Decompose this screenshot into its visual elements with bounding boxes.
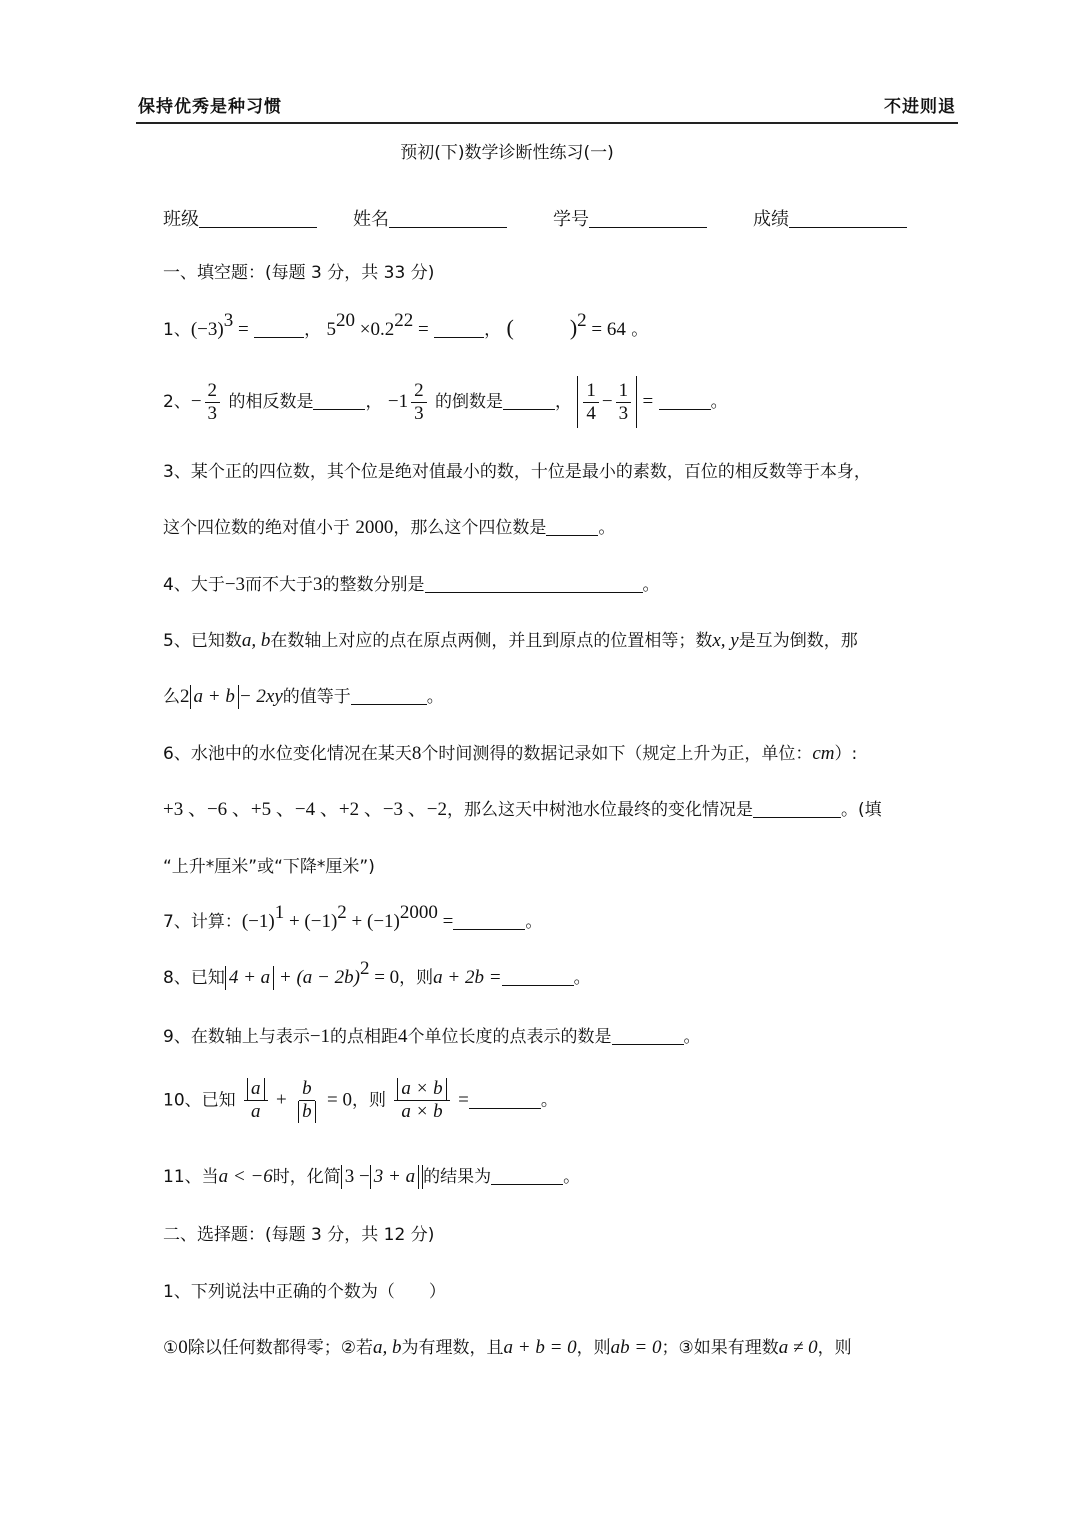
- q6-text-a: 6、水池中的水位变化情况在某天: [163, 744, 412, 764]
- q2-minus: −: [601, 391, 613, 412]
- q7-term-1: (−1): [241, 911, 275, 932]
- student-id-field[interactable]: [553, 205, 707, 231]
- q2-text-1: 的相反数是: [228, 392, 314, 412]
- q9-text-a: 9、在数轴上与表示: [163, 1027, 310, 1047]
- q2-fraction-2: [411, 380, 427, 425]
- q1-eq1: =: [233, 319, 249, 340]
- name-blank[interactable]: [389, 209, 507, 228]
- mc1-expr-3: a ≠ 0: [778, 1337, 818, 1358]
- q4-text-a: 4、大于: [163, 575, 225, 595]
- q2-eq: =: [642, 391, 654, 412]
- q7-exp-1: 1: [274, 902, 285, 923]
- q4-text-b: 而不大于: [245, 575, 314, 595]
- q10-f2-num: b: [299, 1078, 315, 1101]
- header-motto-left: 保持优秀是种习惯: [138, 97, 282, 117]
- q8-text-b: ，则: [399, 968, 434, 988]
- q2-f4-den: 3: [618, 402, 629, 424]
- mc1-text-d: ；③如果有理数: [661, 1338, 779, 1358]
- q2-blank-3[interactable]: [659, 391, 711, 410]
- score-field[interactable]: [753, 205, 907, 231]
- q3-text-b: ，那么这个四位数是: [393, 518, 547, 538]
- q1-blank-2[interactable]: [434, 319, 484, 338]
- question-1: [163, 310, 649, 342]
- q11-outer-abs: [341, 1165, 423, 1189]
- q1-eq2: =: [413, 319, 429, 340]
- q11-text-c: 的结果为: [423, 1167, 492, 1187]
- q9-text-c: 个单位长度的点表示的数是: [407, 1027, 612, 1047]
- q8-abs: 4 + a: [225, 966, 274, 990]
- q3-end: 。: [598, 518, 616, 538]
- q2-f4-num: 1: [616, 380, 632, 403]
- q1-tail: = 64: [586, 319, 626, 340]
- q1-exp2b: 22: [394, 310, 414, 331]
- q10-fraction-2: [295, 1078, 319, 1123]
- q6-text-b: 个时间测得的数据记录如下（规定上升为正，单位：: [421, 744, 813, 764]
- q5-text-e: 的值等于: [282, 687, 351, 707]
- q2-blank-2[interactable]: [503, 391, 555, 410]
- page-header: [136, 92, 958, 124]
- q2-end: 。: [710, 392, 728, 412]
- q2-text-2: 的倒数是: [434, 392, 503, 412]
- q3-text-a: 这个四位数的绝对值小于: [163, 518, 356, 538]
- q1-expr1: (−3): [190, 319, 224, 340]
- q4-text-c: 的整数分别是: [322, 575, 425, 595]
- q10-plus: +: [275, 1089, 287, 1111]
- q7-plus-1: +: [284, 911, 305, 932]
- q6-values: +3 、−6 、+5 、−4 、+2 、−3 、−2: [163, 799, 448, 820]
- q1-number: 1、: [163, 320, 191, 340]
- q1-expr2b: ×0.2: [354, 319, 395, 340]
- section-2-heading: 二、选择题：(每题 3 分，共 12 分): [163, 1225, 435, 1245]
- q6-text-d: ，那么这天中树池水位最终的变化情况是: [447, 800, 754, 820]
- q2-f1-den: 3: [207, 402, 218, 424]
- question-3-line-1: 3、某个正的四位数，其个位是绝对值最小的数，十位是最小的素数，百位的相反数等于本身，: [163, 462, 871, 482]
- q7-eq: =: [437, 911, 454, 932]
- mc1-text-b: 为有理数，且: [401, 1338, 504, 1358]
- q7-exp-3: 2000: [399, 902, 438, 923]
- student-id-blank[interactable]: [589, 209, 707, 228]
- q2-number: 2、: [163, 392, 191, 412]
- q10-f1-den: a: [251, 1101, 261, 1122]
- class-label: 班级: [163, 209, 199, 230]
- q11-inner-abs: 3 + a: [370, 1165, 419, 1189]
- question-6-line-3: “上升*厘米”或“下降*厘米”): [163, 857, 375, 877]
- q5-text-d: 么: [163, 687, 180, 707]
- q9-value-1: −1: [309, 1026, 331, 1047]
- q4-value-2: 3: [313, 574, 323, 595]
- q7-term-3: (−1): [367, 911, 400, 932]
- class-blank[interactable]: [199, 209, 317, 228]
- page-title: 预初(下)数学诊断性练习(一): [400, 143, 614, 163]
- q2-fraction-3: [583, 380, 599, 425]
- q9-text-b: 的点相距: [330, 1027, 399, 1047]
- q9-end: 。: [683, 1027, 701, 1047]
- q2-sep1: ，: [365, 392, 383, 412]
- q2-sep2: ，: [554, 392, 572, 412]
- question-3-line-2: [163, 516, 615, 540]
- section-1-heading: 一、填空题：(每题 3 分，共 33 分): [163, 263, 435, 283]
- q5-abs: a + b: [190, 685, 239, 709]
- q5-expr-tail: − 2xy: [238, 686, 283, 707]
- q10-f2-den: b: [298, 1101, 316, 1123]
- q2-f3-num: 1: [583, 380, 599, 403]
- q1-expr2a: 5: [326, 319, 336, 340]
- q1-exp1: 3: [223, 310, 234, 331]
- q6-count: 8: [411, 743, 422, 764]
- q5-text-b: 在数轴上对应的点在原点两侧，并且到原点的位置相等；数: [270, 631, 713, 651]
- q1-exp3: 2: [577, 310, 587, 331]
- mc1-text-c: ，则: [576, 1338, 611, 1358]
- mc-question-1-stem: 1、下列说法中正确的个数为（ ）: [163, 1282, 446, 1302]
- q10-fraction-3: [394, 1078, 449, 1123]
- q2-f2-num: 2: [411, 380, 427, 403]
- q9-value-2: 4: [398, 1026, 408, 1047]
- name-label: 姓名: [353, 209, 389, 230]
- q5-var-xy: x, y: [712, 630, 739, 651]
- q10-f1-num: a: [247, 1078, 265, 1100]
- student-id-label: 学号: [553, 209, 589, 230]
- question-6-line-1: [163, 742, 857, 766]
- question-8: [163, 958, 591, 990]
- question-9: [163, 1025, 701, 1049]
- q5-end: 。: [426, 687, 444, 707]
- q7-blank[interactable]: [453, 911, 525, 930]
- q6-text-c: ）:: [834, 744, 858, 764]
- q11-text-b: 时，化简: [272, 1167, 341, 1187]
- question-10: [163, 1078, 558, 1123]
- question-11: [163, 1165, 580, 1189]
- q4-end: 。: [642, 575, 660, 595]
- q8-blank[interactable]: [502, 967, 574, 986]
- question-5-line-2: [163, 685, 444, 709]
- q8-exp: 2: [359, 958, 370, 979]
- q9-blank[interactable]: [612, 1026, 684, 1045]
- q2-mixed-int: −1: [387, 391, 409, 412]
- mc1-expr-2: ab = 0: [610, 1337, 662, 1358]
- q10-text-b: ，则: [351, 1090, 386, 1111]
- q5-blank[interactable]: [351, 686, 427, 705]
- q11-text-a: 11、当: [163, 1167, 219, 1187]
- q4-blank[interactable]: [425, 574, 643, 593]
- mc1-circled-1: ①: [163, 1338, 179, 1358]
- q1-blank-1[interactable]: [254, 319, 304, 338]
- question-4: [163, 573, 660, 597]
- q10-blank[interactable]: [469, 1090, 541, 1109]
- q1-sep1: ，: [304, 320, 322, 340]
- q10-eq: =: [458, 1089, 469, 1111]
- q8-end: 。: [573, 968, 591, 988]
- q6-blank[interactable]: [753, 799, 841, 818]
- q8-text-a: 8、已知: [163, 968, 225, 988]
- q2-fraction-4: [616, 380, 632, 425]
- q8-square-term: + (a − 2b): [274, 967, 360, 988]
- q1-end: 。: [631, 320, 649, 340]
- q2-abs-expr: [577, 376, 637, 428]
- q2-f1-num: 2: [205, 380, 221, 403]
- mc1-text-e: ，则: [817, 1338, 852, 1358]
- q6-unit: cm: [812, 743, 835, 764]
- q2-neg: −: [190, 391, 202, 412]
- mc1-text-a: 除以任何数都得零；②若: [187, 1338, 373, 1358]
- q11-blank[interactable]: [491, 1166, 563, 1185]
- class-field[interactable]: [163, 205, 317, 231]
- q10-text-a: 10、已知: [163, 1090, 236, 1111]
- q8-eq0: = 0: [369, 967, 400, 988]
- q5-text-c: 是互为倒数，那: [738, 631, 858, 651]
- q10-eq0: = 0: [326, 1089, 352, 1111]
- q11-expr-a: 3 −: [344, 1166, 370, 1187]
- q5-text-a: 5、已知数: [163, 631, 242, 651]
- q4-value-1: −3: [224, 574, 246, 595]
- q7-exp-2: 2: [337, 902, 347, 923]
- q10-f3-den: a × b: [401, 1101, 443, 1122]
- q2-f3-den: 4: [586, 402, 596, 424]
- score-blank[interactable]: [789, 209, 907, 228]
- q3-blank[interactable]: [546, 517, 598, 536]
- q1-open-paren: (: [506, 315, 514, 340]
- q7-term-2: (−1): [304, 911, 338, 932]
- q5-coef: 2: [180, 686, 190, 707]
- q7-text-a: 7、计算：: [163, 912, 242, 932]
- q11-condition: a < −6: [218, 1166, 273, 1187]
- q1-sep2: ，: [484, 320, 502, 340]
- q7-plus-2: +: [346, 911, 368, 932]
- q5-var-ab: a, b: [241, 630, 271, 651]
- q2-blank-1[interactable]: [313, 391, 365, 410]
- q11-end: 。: [563, 1167, 581, 1187]
- q1-close-paren: ): [569, 315, 578, 340]
- mc1-expr-1: a + b = 0: [503, 1337, 577, 1358]
- q2-fraction-1: [205, 380, 221, 425]
- mc1-var-ab: a, b: [373, 1337, 402, 1358]
- q10-fraction-1: [244, 1078, 268, 1123]
- q10-f3-num: a × b: [397, 1078, 446, 1100]
- question-7: [163, 902, 543, 934]
- question-5-line-1: [163, 629, 858, 653]
- question-6-line-2: [163, 798, 882, 822]
- q1-exp2a: 20: [335, 310, 355, 331]
- q3-num-2000: 2000: [355, 517, 394, 538]
- header-motto-right: 不进则退: [884, 97, 956, 117]
- q10-end: 。: [540, 1090, 558, 1111]
- q7-end: 。: [525, 912, 543, 932]
- mc1-zero: 0: [178, 1337, 188, 1358]
- question-2: [163, 376, 728, 428]
- mc-question-1-statements: [163, 1336, 852, 1360]
- q6-text-e: 。(填: [841, 800, 882, 820]
- q8-expr: a + 2b =: [433, 967, 502, 988]
- score-label: 成绩: [753, 209, 789, 230]
- name-field[interactable]: [353, 205, 507, 231]
- q2-f2-den: 3: [414, 402, 424, 424]
